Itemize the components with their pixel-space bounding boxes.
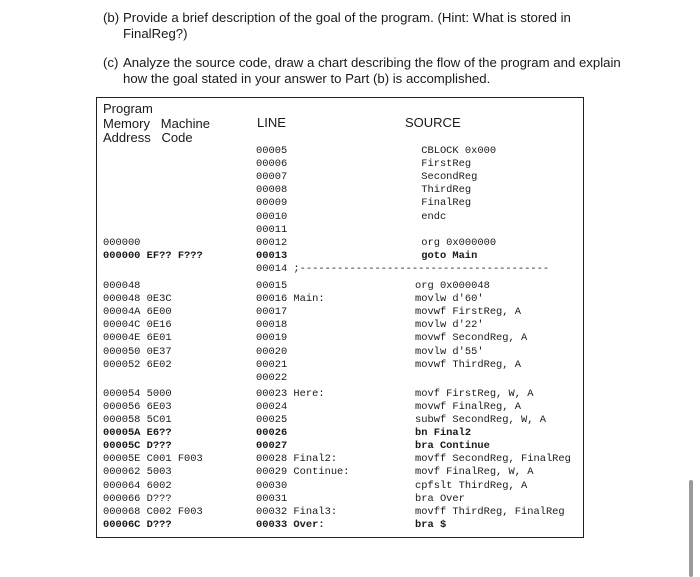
line-cell: 00031 [256,492,288,505]
header-address-code-line: Address Code [103,130,193,145]
address-code-cell: 00006C D??? [103,518,172,531]
line-cell: 00033 Over: [256,518,325,531]
question-b [103,10,683,42]
code-row [97,359,583,372]
code-row [97,332,583,345]
line-cell: 00017 [256,306,288,319]
code-row [97,401,583,414]
address-code-cell: 000066 D??? [103,492,172,505]
address-code-cell: 000058 5C01 [103,414,172,426]
code-row [97,211,583,224]
code-row [97,427,583,440]
source-cell: goto Main [415,249,478,262]
address-code-cell: 00004A 6E00 [103,306,172,319]
line-cell: 00030 [256,479,288,492]
address-code-cell: 00005A E6?? [103,427,172,440]
line-cell: 00010 [256,210,288,223]
line-cell: 00016 Main: [256,293,325,306]
code-row [97,519,583,532]
source-cell: movf FinalReg, W, A [415,466,534,479]
source-cell: movlw d'22' [415,319,484,332]
line-cell: 00013 [256,249,288,262]
source-cell: movff SecondReg, FinalReg [415,453,571,466]
line-cell: 00008 [256,184,288,197]
line-cell: 00028 Final2: [256,453,338,466]
code-row [97,145,583,158]
question-c-text-line1: Analyze the source code, draw a chart describing the flow of the program and explain [123,55,621,70]
code-row [97,280,583,293]
header-program-line: Program [103,101,153,116]
source-cell: bra Over [415,492,465,505]
question-c [103,55,663,87]
line-cell: 00022 [256,371,288,384]
address-code-cell: 000050 0E37 [103,345,172,358]
code-row [97,197,583,210]
line-cell: 00015 [256,280,288,292]
question-b-label: (b) [103,10,120,25]
line-cell: 00018 [256,319,288,332]
source-cell: org 0x000048 [415,280,490,292]
address-code-cell: 000062 5003 [103,466,172,479]
question-b-text-line1: Provide a brief description of the goal of the program. (Hint: What is stored in [123,10,571,25]
code-row [97,346,583,359]
code-row [97,506,583,519]
source-cell: cpfslt ThirdReg, A [415,479,528,492]
address-code-cell: 000000 EF?? F??? [103,249,203,262]
code-row [97,440,583,453]
address-code-cell: 000068 C002 F003 [103,505,203,518]
source-cell: FinalReg [415,197,472,210]
question-b-text-line2: FinalReg?) [123,26,188,41]
source-cell: ThirdReg [415,184,472,197]
source-cell: subwf SecondReg, W, A [415,414,546,426]
code-row [97,453,583,466]
source-cell: CBLOCK 0x000 [415,145,497,157]
code-row [97,237,583,250]
line-cell: 00014 ;---------------------------------------- [256,262,550,275]
line-cell: 00029 Continue: [256,466,350,479]
source-cell: org 0x000000 [415,236,497,249]
source-cell: movwf FirstReg, A [415,306,522,319]
code-row [97,158,583,171]
line-cell: 00024 [256,400,288,413]
address-code-cell: 000054 5000 [103,387,172,400]
address-code-cell: 000064 6002 [103,479,172,492]
code-row [97,184,583,197]
source-cell: movlw d'55' [415,345,484,358]
header-line: LINE [257,115,286,130]
line-cell: 00025 [256,414,288,426]
line-cell: 00005 [256,145,288,157]
line-cell: 00021 [256,358,288,371]
code-row [97,414,583,427]
source-cell: bn Final2 [415,427,472,440]
code-listing-table [96,97,584,538]
address-code-cell: 00005E C001 F003 [103,453,203,466]
address-code-cell: 000048 0E3C [103,293,172,306]
page-scrollbar[interactable] [689,480,693,577]
question-c-label: (c) [103,55,119,70]
line-cell: 00009 [256,197,288,210]
line-cell: 00020 [256,345,288,358]
code-row [97,250,583,263]
line-cell: 00032 Final3: [256,505,338,518]
source-cell: bra $ [415,518,447,531]
header-program-memory [103,102,210,146]
source-cell: movff ThirdReg, FinalReg [415,505,565,518]
code-row [97,466,583,479]
address-code-cell: 000000 [103,236,141,249]
code-row [97,372,583,385]
line-cell: 00023 Here: [256,387,325,400]
address-code-cell: 000056 6E03 [103,400,172,413]
line-cell: 00006 [256,158,288,171]
source-cell: FirstReg [415,158,472,171]
line-cell: 00011 [256,223,288,236]
line-cell: 00019 [256,332,288,345]
header-source: SOURCE [405,115,461,130]
address-code-cell: 00004C 0E16 [103,319,172,332]
source-cell: movf FirstReg, W, A [415,387,534,400]
header-memory-machine-line: Memory Machine [103,115,210,131]
code-row [97,224,583,237]
code-row [97,171,583,184]
source-cell: endc [415,210,447,223]
line-cell: 00007 [256,171,288,184]
code-row [97,293,583,306]
code-row [97,306,583,319]
source-cell: SecondReg [415,171,478,184]
source-cell: movwf ThirdReg, A [415,358,522,371]
question-c-text-line2: how the goal stated in your answer to Part (b) is accomplished. [123,71,491,86]
address-code-cell: 00004E 6E01 [103,332,172,345]
source-cell: movwf SecondReg, A [415,332,528,345]
code-row [97,493,583,506]
code-row [97,263,583,276]
address-code-cell: 000052 6E02 [103,358,172,371]
source-cell: bra Continue [415,440,490,453]
line-cell: 00027 [256,440,288,453]
line-cell: 00012 [256,236,288,249]
code-row [97,480,583,493]
code-row [97,319,583,332]
address-code-cell: 000048 [103,280,141,292]
source-cell: movlw d'60' [415,293,484,306]
line-cell: 00026 [256,427,288,440]
address-code-cell: 00005C D??? [103,440,172,453]
source-cell: movwf FinalReg, A [415,400,522,413]
code-row [97,388,583,401]
